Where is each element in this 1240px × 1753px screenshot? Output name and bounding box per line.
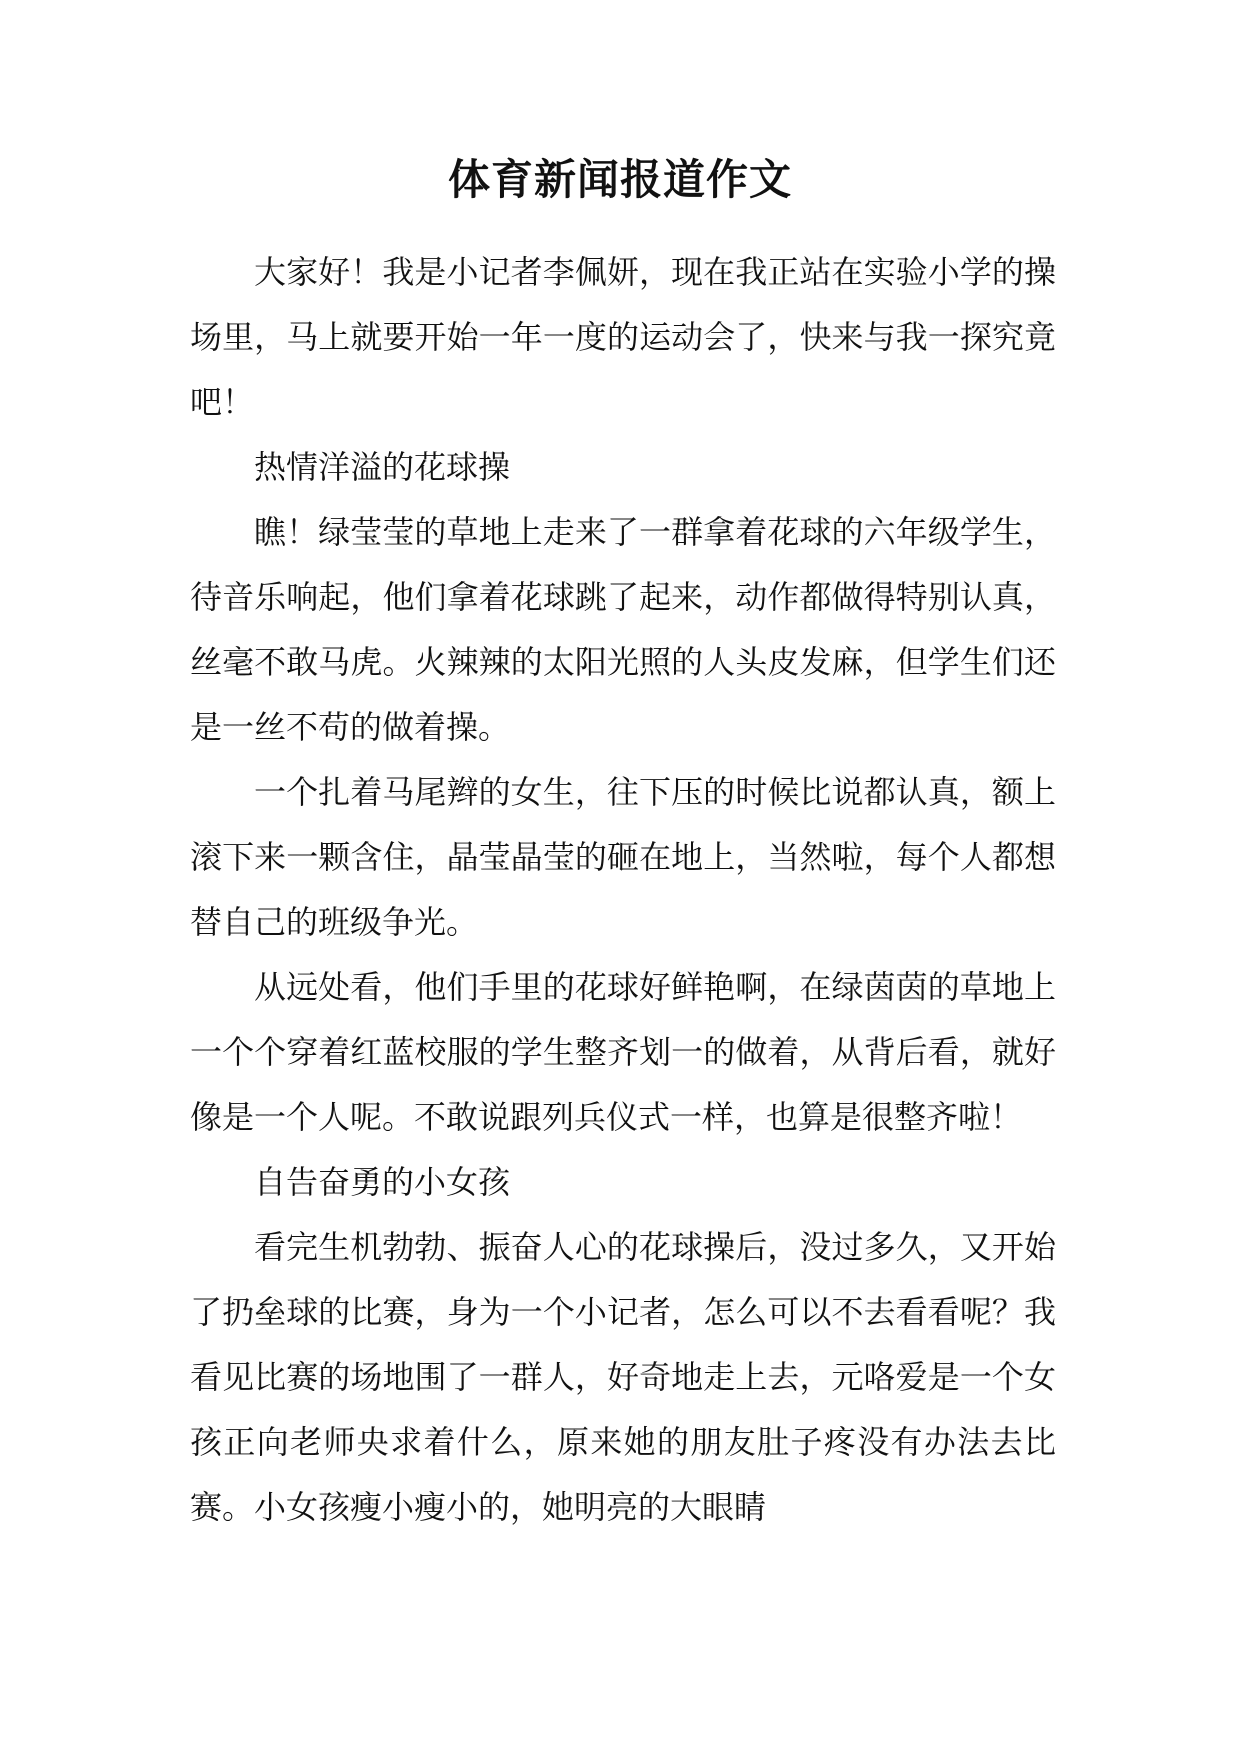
paragraph-intro: 大家好！我是小记者李佩妍，现在我正站在实验小学的操场里，马上就要开始一年一度的运动会了，快来与我一探究竟吧！ xyxy=(190,253,1056,421)
paragraph-flower-ball-3: 从远处看，他们手里的花球好鲜艳啊，在绿茵茵的草地上一个个穿着红蓝校服的学生整齐划一的做着，从背后看，就好像是一个人呢。不敢说跟列兵仪式一样，也算是很整齐啦！ xyxy=(190,968,1056,1136)
paragraph-flower-ball-2: 一个扎着马尾辫的女生，往下压的时候比说都认真，额上滚下来一颗含住，晶莹晶莹的砸在地上，当然啦，每个人都想替自己的班级争光。 xyxy=(190,773,1056,941)
section-heading-flower-ball: 热情洋溢的花球操 xyxy=(254,448,511,486)
document-body xyxy=(190,240,1056,1540)
paragraph-softball: 看完生机勃勃、振奋人心的花球操后，没过多久，又开始了扔垒球的比赛，身为一个小记者，怎么可以不去看看呢？我看见比赛的场地围了一群人，好奇地走上去，元咯爱是一个女孩正向老师央求着什么，原来她的朋友肚子疼没有办法去比赛。小女孩瘦小瘦小的，她明亮的大眼睛 xyxy=(190,1228,1056,1526)
section-heading-brave-girl: 自告奋勇的小女孩 xyxy=(254,1163,511,1201)
paragraph-flower-ball-1: 瞧！绿莹莹的草地上走来了一群拿着花球的六年级学生，待音乐响起，他们拿着花球跳了起来，动作都做得特别认真，丝毫不敢马虎。火辣辣的太阳光照的人头皮发麻，但学生们还是一丝不苟的做着操。 xyxy=(190,513,1056,746)
document-title: 体育新闻报道作文 xyxy=(447,155,792,204)
